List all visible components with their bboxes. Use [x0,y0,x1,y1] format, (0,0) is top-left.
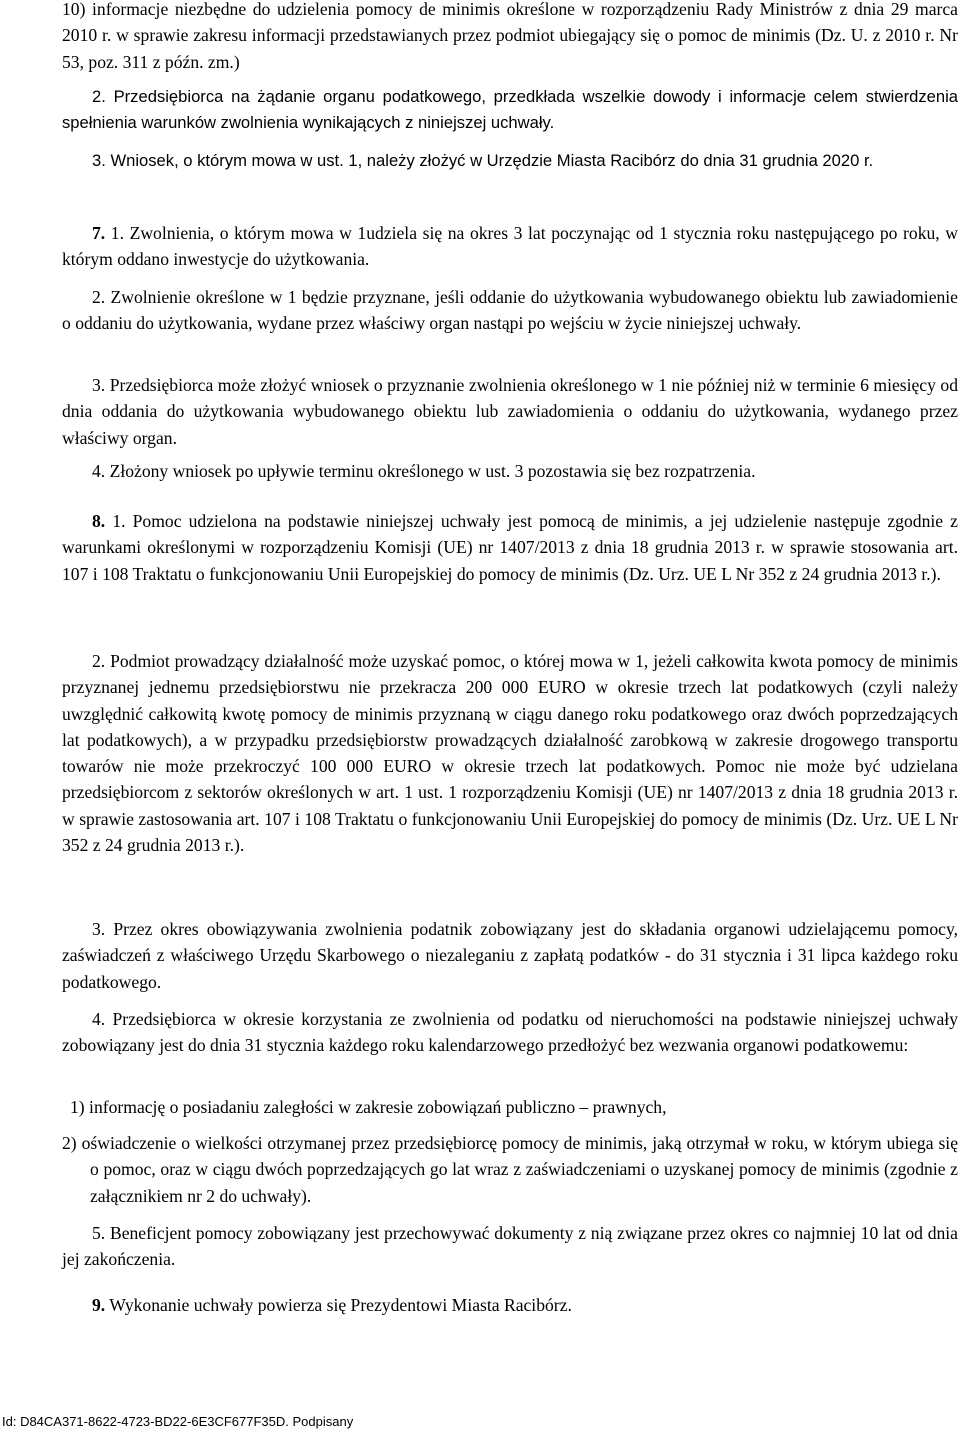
paragraph-text: Wykonanie uchwały powierza się Prezydentowi Miasta Racibórz. [105,1295,572,1315]
list-item-text: 1) informację o posiadaniu zaległości w zakresie zobowiązań publiczno – prawnych, [70,1097,667,1117]
paragraph [62,1292,958,1318]
paragraph [62,648,958,858]
list-item [70,1094,958,1120]
paragraph [62,1220,958,1273]
paragraph-text: 3. Przedsiębiorca może złożyć wniosek o przyznanie zwolnienia określonego w 1 nie później niż w terminie 6 miesięcy od dnia oddania do użytkowania wybudowanego obiektu lub zawiadomienia o oddaniu do użytkowania, wydanego przez właściwy organ. [62,375,958,448]
paragraph [62,508,958,587]
paragraph [62,84,958,137]
paragraph [62,1006,958,1059]
list-item-text: 2) oświadczenie o wielkości otrzymanej przez przedsiębiorcę pomocy de minimis, jaką otrzymał w roku, w którym ubiega się o pomoc, oraz w ciągu dwóch poprzedzających go lat wraz z zaświadczeniami o uzyskanej pomocy de minimis (zgodnie z załącznikiem nr 2 do uchwały). [62,1133,958,1206]
paragraph-text: 2. Podmiot prowadzący działalność może uzyskać pomoc, o której mowa w 1, jeżeli całkowita kwota pomocy de minimis przyznanej jednemu przedsiębiorstwu nie przekracza 200 000 EURO w okresie trzech lat podatkowych (czyli należy uwzględnić całkowitą kwotę pomocy de minimis przyznaną w ciągu danego roku podatkowego oraz dwóch poprzedzających lat podatkowych), a w przypadku przedsiębiorstw prowadzących działalność zarobkową w zakresie drogowego transportu towarów nie może przekroczyć 100 000 EURO w okresie trzech lat podatkowych. Pomoc nie może być udzielana przedsiębiorcom z sektorów określonych w art. 1 ust. 1 rozporządzeniu Komisji (UE) nr 1407/2013 z dnia 18 grudnia 2013 r. w sprawie zastosowania art. 107 i 108 Traktatu o funkcjonowaniu Unii Europejskiej do pomocy de minimis (Dz. Urz. UE L Nr 352 z 24 grudnia 2013 r.). [62,651,958,856]
paragraph [62,220,958,273]
paragraph [62,458,958,484]
paragraph-text: 3. Wniosek, o którym mowa w ust. 1, należy złożyć w Urzędzie Miasta Racibórz do dnia 31 grudnia 2020 r. [92,151,874,170]
paragraph-text: 5. Beneficjent pomocy zobowiązany jest przechowywać dokumenty z nią związane przez okres co najmniej 10 lat od dnia jej zakończenia. [62,1223,958,1270]
paragraph-text: 1. Zwolnienia, o którym mowa w 1udziela się na okres 3 lat poczynając od 1 stycznia roku następującego po roku, w którym oddano inwestycje do użytkowania. [62,223,958,270]
paragraph [62,372,958,451]
paragraph [62,148,958,174]
paragraph-text: 10) informacje niezbędne do udzielenia pomocy de minimis określone w rozporządzeniu Rady Ministrów z dnia 29 marca 2010 r. w sprawie zakresu informacji przedstawianych przez podmiot ubiegający się o pomoc de minimis (Dz. U. z 2010 r. Nr 53, poz. 311 z późn. zm.) [62,0,958,72]
paragraph-text: 4. Złożony wniosek po upływie terminu określonego w ust. 3 pozostawia się bez rozpatrzenia. [92,461,756,481]
paragraph-text: 2. Zwolnienie określone w 1 będzie przyznane, jeśli oddanie do użytkowania wybudowanego obiektu lub zawiadomienie o oddaniu do użytkowania, wydane przez właściwy organ nastąpi po wejściu w życie niniejszej uchwały. [62,287,958,334]
document-footer-id: Id: D84CA371-8622-4723-BD22-6E3CF677F35D. Podpisany [2,1414,354,1429]
paragraph [62,916,958,995]
list-item [62,0,958,75]
paragraph-text: 1. Pomoc udzielona na podstawie niniejszej uchwały jest pomocą de minimis, a jej udzielenie następuje zgodnie z warunkami określonymi w rozporządzeniu Komisji (UE) nr 1407/2013 z dnia 18 grudnia 2013 r. w sprawie stosowania art. 107 i 108 Traktatu o funkcjonowaniu Unii Europejskiej do pomocy de minimis (Dz. Urz. UE L Nr 352 z 24 grudnia 2013 r.). [62,511,958,584]
section-number: 8. [92,511,106,531]
section-number: 9. [92,1295,106,1315]
list-item [62,1130,958,1209]
paragraph-text: 2. Przedsiębiorca na żądanie organu podatkowego, przedkłada wszelkie dowody i informacje celem stwierdzenia spełnienia warunków zwolnienia wynikających z niniejszej uchwały. [62,87,958,133]
section-number: 7. [92,223,106,243]
paragraph-text: 3. Przez okres obowiązywania zwolnienia podatnik zobowiązany jest do składania organowi udzielającemu pomocy, zaświadczeń z właściwego Urzędu Skarbowego o niezaleganiu z zapłatą podatków - do 31 stycznia i 31 lipca każdego roku podatkowego. [62,919,958,992]
paragraph-text: 4. Przedsiębiorca w okresie korzystania ze zwolnienia od podatku od nieruchomości na podstawie niniejszej uchwały zobowiązany jest do dnia 31 stycznia każdego roku kalendarzowego przedłożyć bez wezwania organowi podatkowemu: [62,1009,958,1056]
paragraph [62,284,958,337]
